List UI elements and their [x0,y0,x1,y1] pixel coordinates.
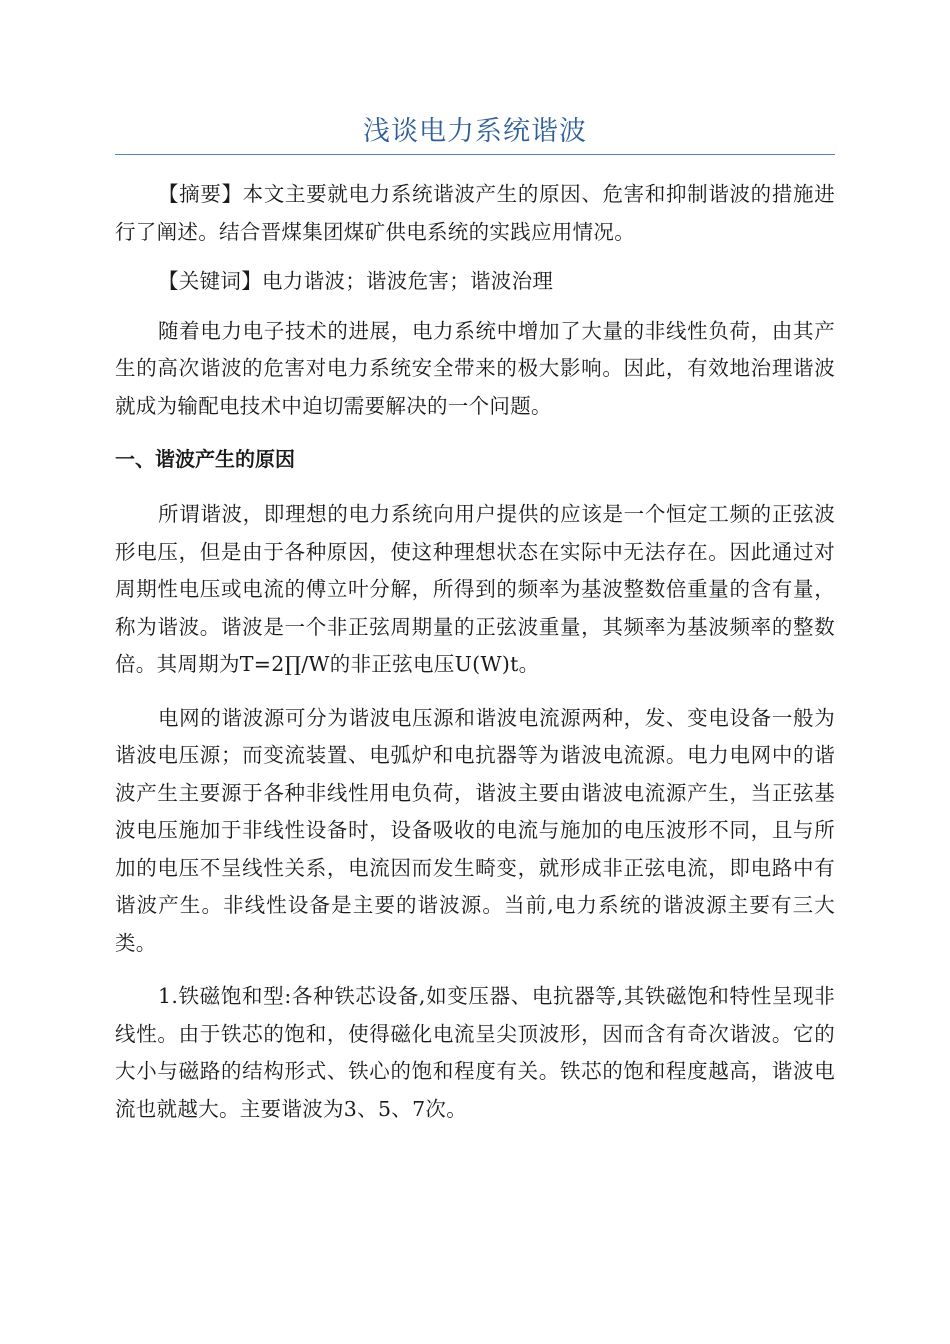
section1-paragraph-1: 所谓谐波，即理想的电力系统向用户提供的应该是一个恒定工频的正弦波形电压，但是由于各种原因，使这种理想状态在实际中无法存在。因此通过对周期性电压或电流的傅立叶分解，所得到的频率为基波整数倍重量的含有量，称为谐波。谐波是一个非正弦周期量的正弦波重量，其频率为基波频率的整数倍。其周期为T=2∏/W的非正弦电压U(W)t。 [115,502,835,676]
section-heading: 一、谐波产生的原因 [115,447,295,471]
document-body [115,176,835,1144]
title-underline [115,154,835,155]
abstract-paragraph: 【摘要】本文主要就电力系统谐波产生的原因、危害和抑制谐波的措施进行了阐述。结合晋煤集团煤矿供电系统的实践应用情况。 [115,182,835,244]
keywords-paragraph: 【关键词】电力谐波；谐波危害；谐波治理 [158,269,554,293]
document-title: 浅谈电力系统谐波 [363,116,587,147]
section1-paragraph-3: 1.铁磁饱和型:各种铁芯设备,如变压器、电抗器等,其铁磁饱和特性呈现非线性。由于铁芯的饱和，使得磁化电流呈尖顶波形，因而含有奇次谐波。它的大小与磁路的结构形式、铁心的饱和程度有关。铁芯的饱和程度越高，谐波电流也就越大。主要谐波为3、5、7次。 [115,984,835,1121]
intro-paragraph: 随着电力电子技术的进展，电力系统中增加了大量的非线性负荷，由其产生的高次谐波的危害对电力系统安全带来的极大影响。因此，有效地治理谐波就成为输配电技术中迫切需要解决的一个问题。 [115,318,835,418]
section1-paragraph-2: 电网的谐波源可分为谐波电压源和谐波电流源两种，发、变电设备一般为谐波电压源；而变流装置、电弧炉和电抗器等为谐波电流源。电力电网中的谐波产生主要源于各种非线性用电负荷，谐波主要由谐波电流源产生，当正弦基波电压施加于非线性设备时，设备吸收的电流与施加的电压波形不同，且与所加的电压不呈线性关系，电流因而发生畸变，就形成非正弦电流，即电路中有谐波产生。非线性设备是主要的谐波源。当前,电力系统的谐波源主要有三大类。 [115,705,835,955]
